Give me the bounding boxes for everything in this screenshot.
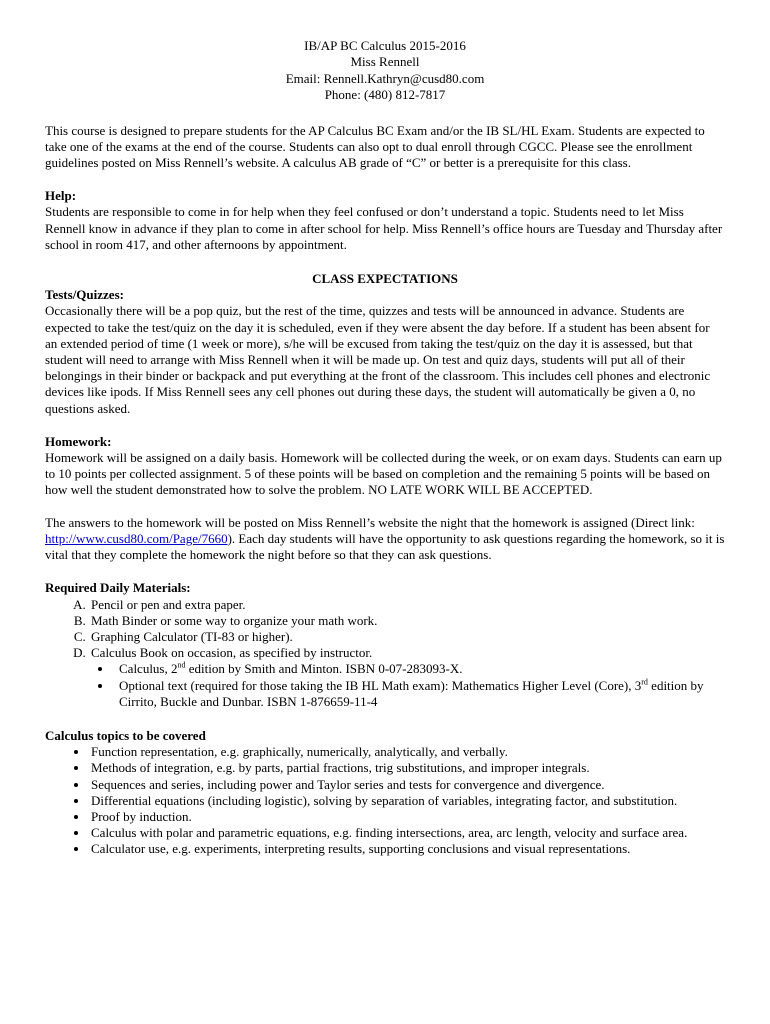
topic-item: • Proof by induction. (89, 809, 725, 825)
topics-list (45, 744, 725, 857)
materials-heading: Required Daily Materials: (45, 580, 191, 596)
teacher-name: Miss Rennell (350, 54, 420, 70)
tests-heading: Tests/Quizzes: (45, 287, 124, 303)
book-text: edition by Cirrito, Buckle and Dunbar. ISBN 1-876659-11-4 (119, 677, 704, 709)
materials-item: B. Math Binder or some way to organize your math work. (89, 613, 725, 629)
help-heading: Help: (45, 188, 77, 204)
book-item (113, 661, 725, 677)
materials-section (45, 580, 725, 710)
book-superscript: rd (641, 677, 648, 687)
tests-section (45, 287, 725, 417)
homework-section (45, 434, 725, 563)
document-header (45, 38, 725, 104)
materials-item: C. Graphing Calculator (TI-83 or higher). (89, 629, 725, 645)
tests-text: Occasionally there will be a pop quiz, but the rest of the time, quizzes and tests will be announced in advance. Students are expected to take the test/quiz on the day it is scheduled, even if they were absent the day before. If a student has been absent for an extended period of time (1 week or more), s/he will be excused from taking the test/quiz on the day it is assessed, but that student will need to arrange with Miss Rennell when it will be made up. On test and quiz days, students will put all of their belongings in their binder or backpack and put everything at the front of the classroom. This includes cell phones and electronic devices like ipods. If Miss Rennell sees any cell phones out during these days, the student will automatically be given a 0, no questions asked. (45, 303, 711, 416)
homework-answers-link[interactable]: http://www.cusd80.com/Page/7660 (45, 530, 228, 546)
answers-text-after: ). Each day students will have the opportunity to ask questions regarding the homework, so it is vital that they complete the homework the night before so that they can ask questions. (45, 530, 725, 563)
syllabus-page (45, 38, 725, 858)
book-superscript: nd (177, 660, 186, 670)
teacher-phone: Phone: (480) 812-7817 (324, 87, 446, 103)
topic-item: • Function representation, e.g. graphically, numerically, analytically, and verbally. (89, 744, 725, 760)
book-text: Optional text (required for those taking the IB HL Math exam): Mathematics Higher Level (Core), 3 (119, 677, 642, 693)
intro-paragraph: This course is designed to prepare students for the AP Calculus BC Exam and/or the IB SL/HL Exam. Students are expected to take one of the exams at the end of the course. Students can also opt to dual enroll through CGCC. Please see the enrollment guidelines posted on Miss Rennell’s website. A calculus AB grade of “C” or better is a prerequisite for this class. (45, 122, 705, 171)
topics-section (45, 728, 725, 858)
topics-heading: Calculus topics to be covered (45, 727, 206, 743)
topic-item: • Calculus with polar and parametric equations, e.g. finding intersections, area, arc length, velocity and surface area. (89, 825, 725, 841)
materials-list (45, 597, 725, 710)
help-text: Students are responsible to come in for help when they feel confused or don’t understand a topic. Students need to let Miss Rennell know in advance if they plan to come in after school for help. Miss Rennell’s office hours are Tuesday and Thursday after school in room 417, and other afternoons by appointment. (45, 204, 723, 252)
course-title: IB/AP BC Calculus 2015-2016 (304, 38, 466, 53)
books-list (91, 661, 725, 710)
book-text: Calculus, 2 (119, 661, 178, 677)
teacher-email: Email: Rennell.Kathryn@cusd80.com (285, 70, 485, 86)
topic-item: • Sequences and series, including power and Taylor series and tests for convergence and divergence. (89, 777, 725, 793)
topic-item: • Calculator use, e.g. experiments, interpreting results, supporting conclusions and visual representations. (89, 841, 725, 857)
topic-item: • Differential equations (including logistic), solving by separation of variables, integrating factor, and substitution. (89, 793, 725, 809)
book-item (113, 678, 725, 710)
materials-item-label: Calculus Book on occasion, as specified by instructor. (91, 645, 373, 661)
topic-item: • Methods of integration, e.g. by parts, partial fractions, trig substitutions, and improper integrals. (89, 760, 725, 776)
help-section (45, 188, 725, 253)
homework-heading: Homework: (45, 433, 112, 449)
expectations-title: CLASS EXPECTATIONS (312, 271, 458, 287)
homework-text: Homework will be assigned on a daily basis. Homework will be collected during the week, or on exam days. Students can earn up to 10 points per collected assignment. 5 of these points will be based on completion and the remaining 5 points will be based on how well the student demonstrated how to solve the problem. NO LATE WORK WILL BE ACCEPTED. (45, 450, 722, 498)
materials-item (89, 645, 725, 710)
book-text: edition by Smith and Minton. ISBN 0-07-283093-X. (185, 661, 463, 677)
answers-text-before: The answers to the homework will be posted on Miss Rennell’s website the night that the homework is assigned (Direct link: (45, 514, 695, 530)
materials-item: A. Pencil or pen and extra paper. (89, 597, 725, 613)
homework-answers-paragraph (45, 515, 725, 564)
